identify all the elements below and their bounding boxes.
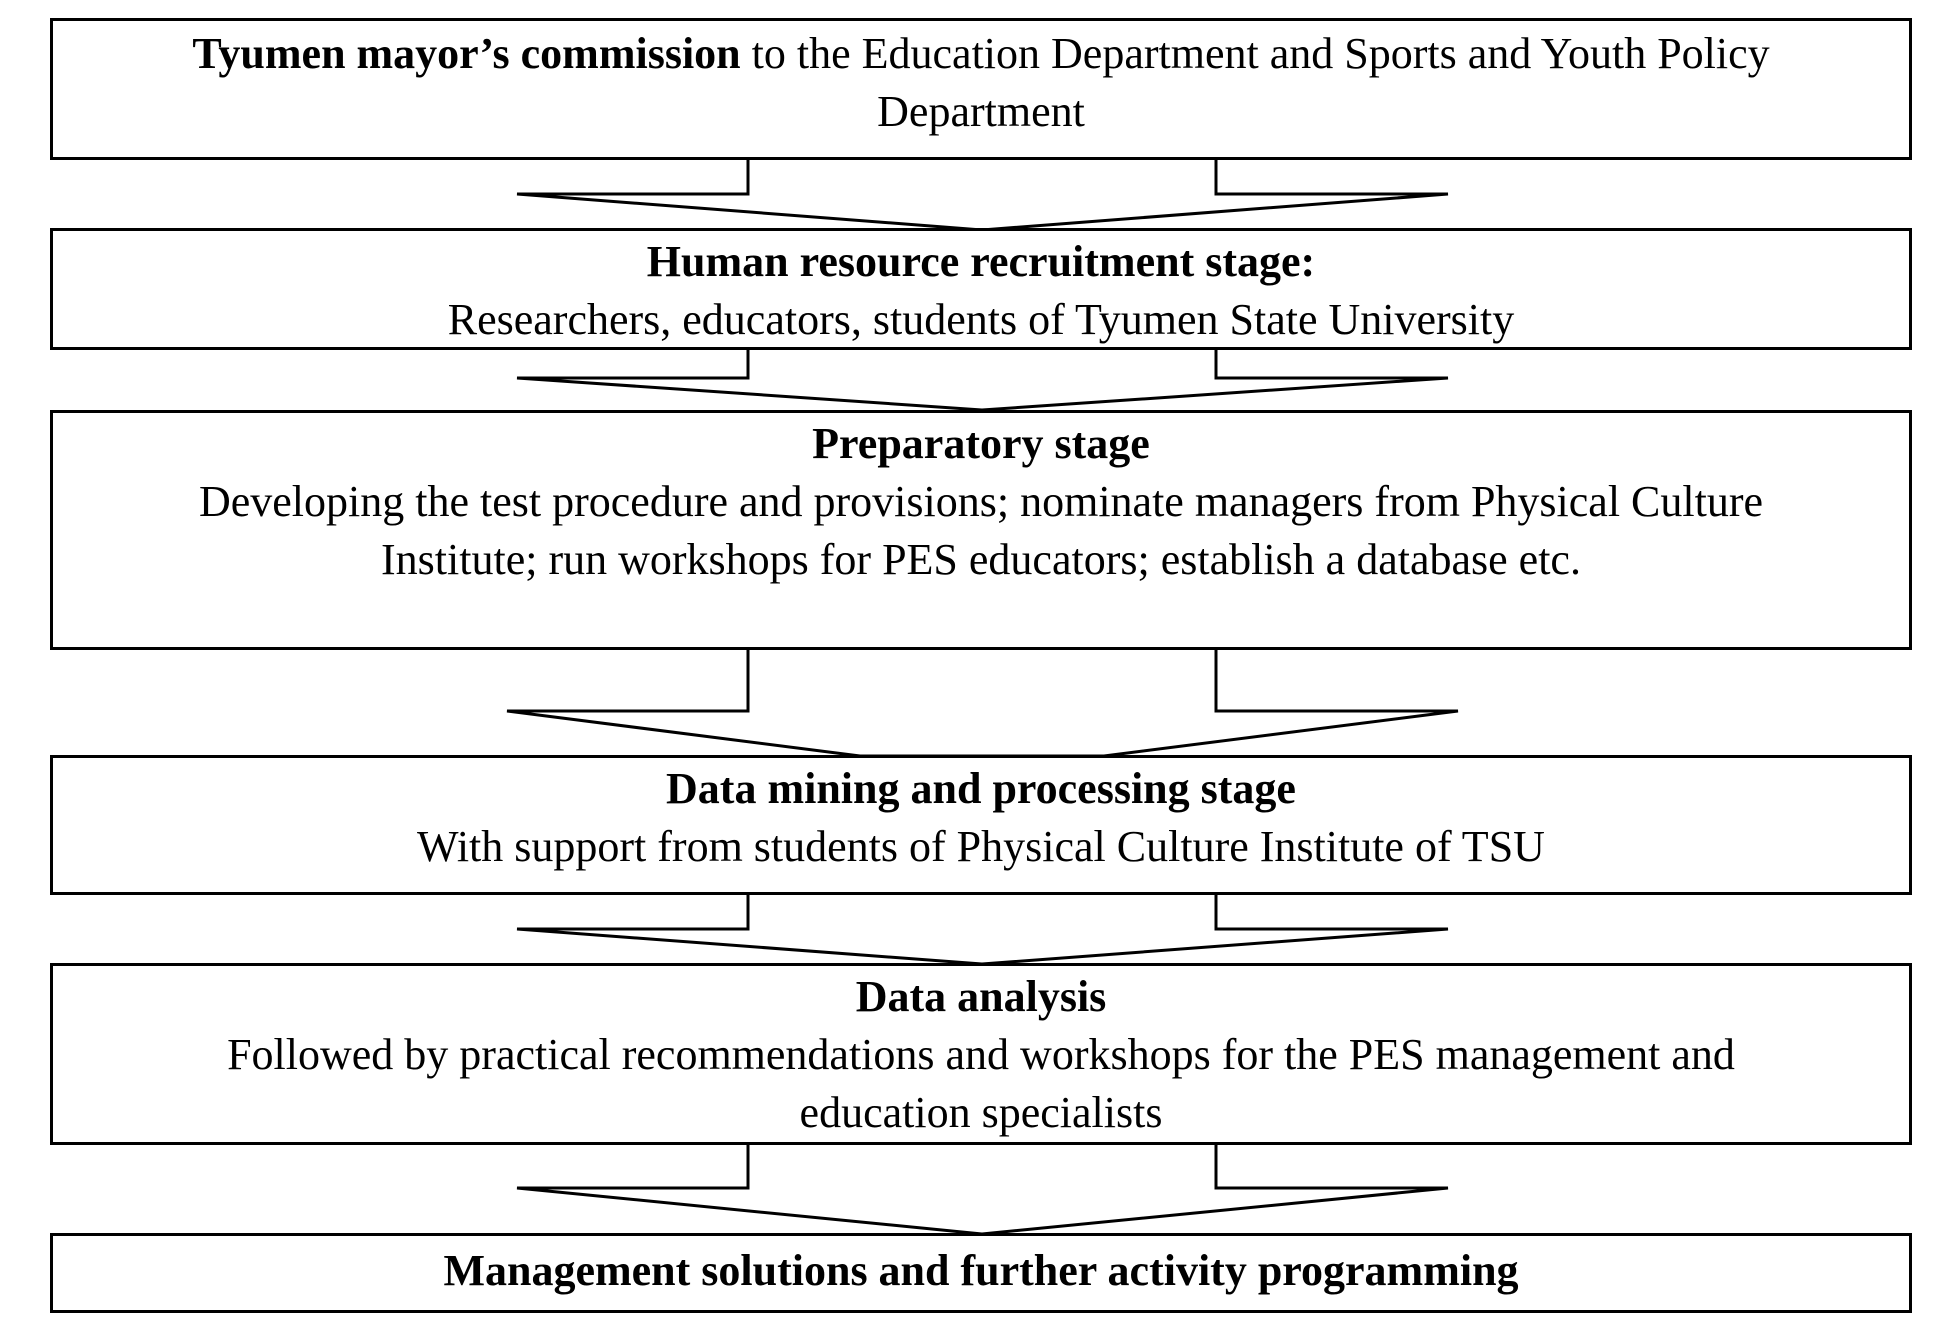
arrow-2-to-3 [517, 350, 1448, 410]
step-data-mining [50, 755, 1912, 895]
step-3-text: Developing the test procedure and provisions; nominate managers from Physical Culture [198, 477, 1764, 526]
step-management-solutions [50, 1233, 1912, 1313]
step-3-title: Preparatory stage [812, 419, 1150, 468]
step-4-text: With support from students of Physical Culture Institute of TSU [417, 822, 1545, 871]
step-preparatory [50, 410, 1912, 650]
step-1-text-2: Department [877, 87, 1085, 136]
step-6-title: Management solutions and further activity programming [443, 1246, 1519, 1295]
step-human-resource-recruitment [50, 228, 1912, 350]
arrow-5-to-6 [517, 1145, 1448, 1234]
step-1-text: to the Education Department and Sports and Youth Policy [740, 29, 1770, 78]
step-mayor-commission [50, 18, 1912, 160]
arrow-3-to-4 [507, 650, 1458, 756]
step-data-analysis [50, 963, 1912, 1145]
step-2-title: Human resource recruitment stage: [646, 237, 1316, 286]
step-5-title: Data analysis [855, 972, 1107, 1021]
step-3-text-2: Institute; run workshops for PES educators; establish a database etc. [381, 535, 1581, 584]
step-4-title: Data mining and processing stage [666, 764, 1296, 813]
arrow-1-to-2 [517, 160, 1448, 230]
step-1-bold: Tyumen mayor’s commission [192, 29, 741, 78]
step-5-text-2: education specialists [799, 1088, 1163, 1137]
step-5-text: Followed by practical recommendations and workshops for the PES management and [227, 1030, 1735, 1079]
arrow-4-to-5 [517, 895, 1448, 964]
step-2-text: Researchers, educators, students of Tyumen State University [447, 295, 1515, 344]
step-1-line-1 [53, 21, 1909, 83]
